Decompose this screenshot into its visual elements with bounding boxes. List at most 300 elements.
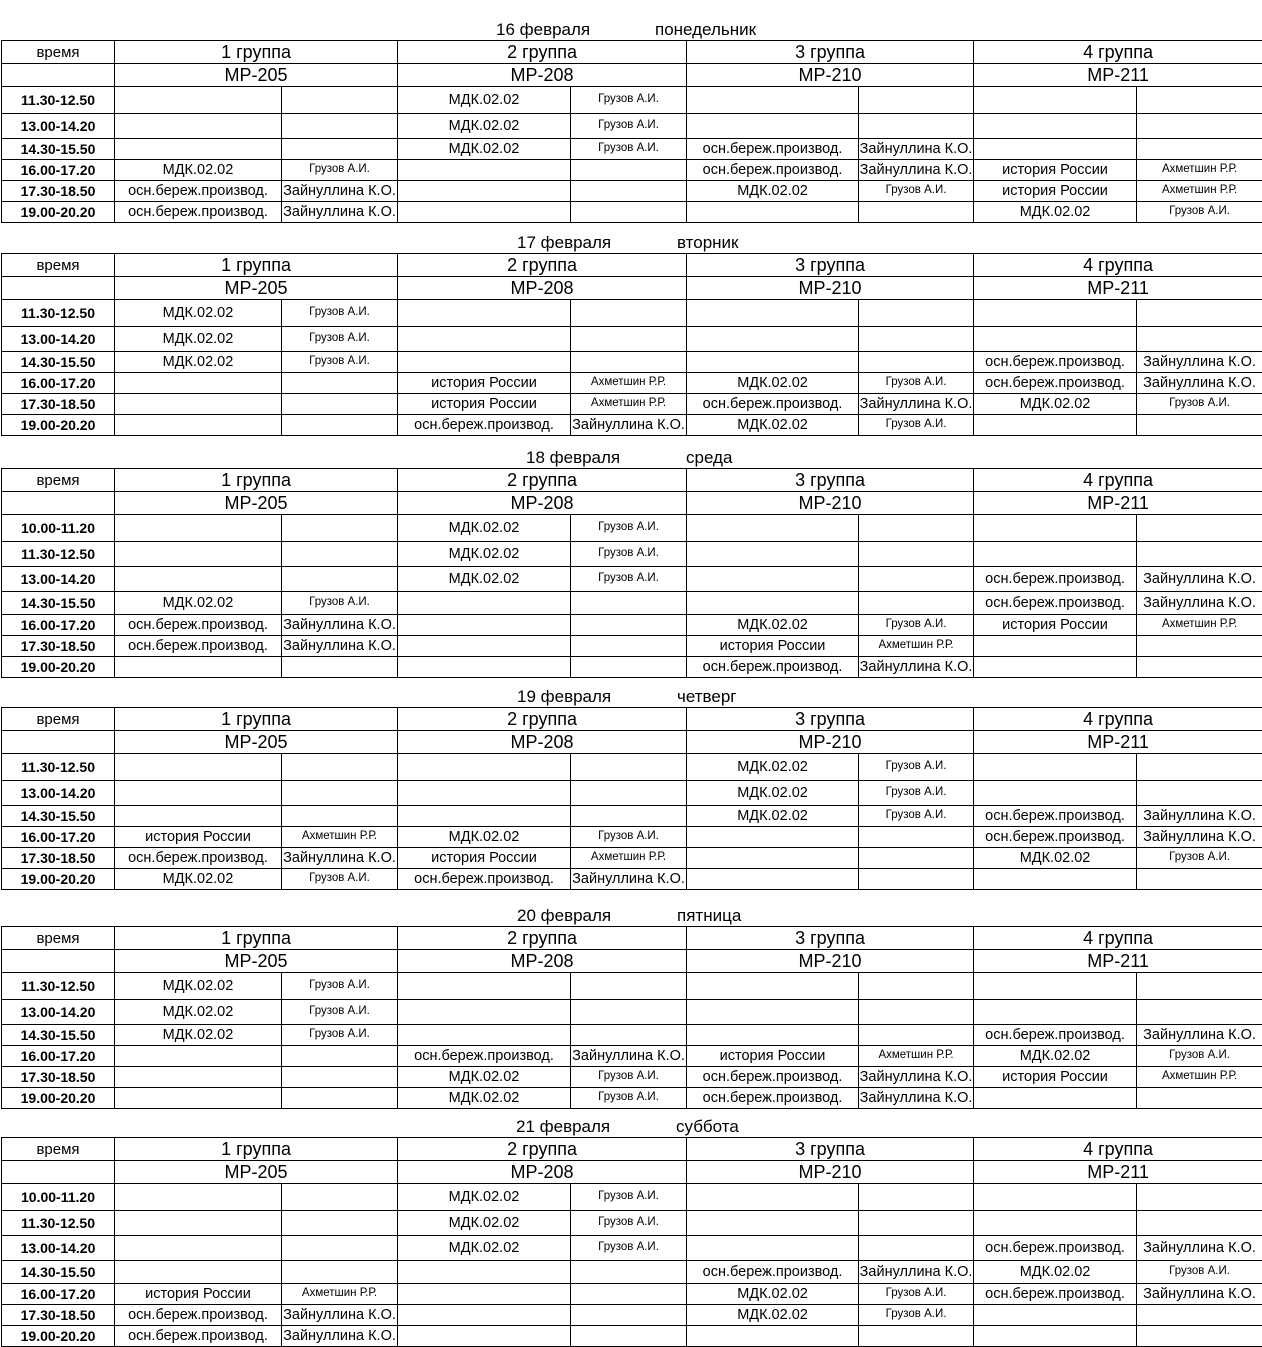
teacher-cell: Зайнуллина К.О. xyxy=(282,181,398,202)
teacher-cell: Зайнуллина К.О. xyxy=(1137,806,1262,827)
teacher-cell xyxy=(282,542,398,567)
teacher-cell xyxy=(282,567,398,592)
group-header: 2 группа xyxy=(398,1138,687,1161)
subject-cell xyxy=(974,869,1137,890)
teacher-cell xyxy=(859,567,974,592)
day-weekday: пятница xyxy=(677,906,741,926)
time-slot: 14.30-15.50 xyxy=(2,806,115,827)
schedule-table xyxy=(1,253,1262,436)
subject-cell xyxy=(115,781,282,806)
day-date: 19 февраля xyxy=(517,687,611,707)
time-column-header: время xyxy=(2,927,115,950)
group-header: 1 группа xyxy=(115,254,398,277)
subject-cell: МДК.02.02 xyxy=(974,848,1137,869)
time-slot: 17.30-18.50 xyxy=(2,1305,115,1326)
table-row xyxy=(2,636,1262,657)
subject-cell xyxy=(398,1025,571,1046)
time-slot: 14.30-15.50 xyxy=(2,352,115,373)
table-row xyxy=(2,373,1262,394)
subject-cell xyxy=(115,415,282,436)
subject-cell: осн.береж.производ. xyxy=(115,202,282,223)
group-header: 3 группа xyxy=(687,708,974,731)
room-header: МР-211 xyxy=(974,1161,1262,1184)
table-row xyxy=(2,1284,1262,1305)
teacher-cell: Грузов А.И. xyxy=(282,160,398,181)
day-weekday: суббота xyxy=(676,1117,739,1137)
room-header: МР-210 xyxy=(687,950,974,973)
day-weekday: понедельник xyxy=(655,20,756,40)
header-row-rooms xyxy=(2,950,1262,973)
teacher-cell: Ахметшин Р.Р. xyxy=(571,394,687,415)
teacher-cell: Зайнуллина К.О. xyxy=(1137,567,1262,592)
teacher-cell: Зайнуллина К.О. xyxy=(859,1088,974,1109)
teacher-cell: Зайнуллина К.О. xyxy=(282,1305,398,1326)
subject-cell: МДК.02.02 xyxy=(115,1000,282,1025)
table-row xyxy=(2,848,1262,869)
subject-cell: МДК.02.02 xyxy=(398,515,571,542)
subject-cell: осн.береж.производ. xyxy=(974,1025,1137,1046)
teacher-cell: Ахметшин Р.Р. xyxy=(282,827,398,848)
subject-cell xyxy=(687,542,859,567)
subject-cell xyxy=(687,869,859,890)
table-row xyxy=(2,300,1262,327)
subject-cell xyxy=(974,327,1137,352)
teacher-cell xyxy=(282,781,398,806)
room-header: МР-210 xyxy=(687,277,974,300)
subject-cell: МДК.02.02 xyxy=(398,114,571,139)
teacher-cell: Грузов А.И. xyxy=(571,87,687,114)
teacher-cell xyxy=(1137,973,1262,1000)
subject-cell: история России xyxy=(687,636,859,657)
table-row xyxy=(2,352,1262,373)
room-header: МР-208 xyxy=(398,277,687,300)
time-slot: 14.30-15.50 xyxy=(2,592,115,615)
schedule-table xyxy=(1,707,1262,890)
teacher-cell: Грузов А.И. xyxy=(282,300,398,327)
room-header: МР-208 xyxy=(398,1161,687,1184)
subject-cell xyxy=(974,754,1137,781)
subject-cell: осн.береж.производ. xyxy=(115,615,282,636)
subject-cell: МДК.02.02 xyxy=(398,1184,571,1211)
subject-cell xyxy=(398,160,571,181)
table-row xyxy=(2,827,1262,848)
teacher-cell: Зайнуллина К.О. xyxy=(859,160,974,181)
teacher-cell xyxy=(1137,515,1262,542)
group-header: 1 группа xyxy=(115,927,398,950)
subject-cell: МДК.02.02 xyxy=(398,87,571,114)
group-header: 3 группа xyxy=(687,254,974,277)
table-row xyxy=(2,1046,1262,1067)
teacher-cell: Зайнуллина К.О. xyxy=(1137,827,1262,848)
time-slot: 19.00-20.20 xyxy=(2,202,115,223)
time-slot: 19.00-20.20 xyxy=(2,415,115,436)
teacher-cell xyxy=(571,1000,687,1025)
subject-cell xyxy=(398,781,571,806)
teacher-cell: Зайнуллина К.О. xyxy=(859,394,974,415)
table-row xyxy=(2,515,1262,542)
teacher-cell: Грузов А.И. xyxy=(571,1184,687,1211)
subject-cell xyxy=(398,1261,571,1284)
teacher-cell xyxy=(282,1184,398,1211)
subject-cell: осн.береж.производ. xyxy=(398,1046,571,1067)
teacher-cell xyxy=(1137,542,1262,567)
group-header: 4 группа xyxy=(974,1138,1262,1161)
teacher-cell xyxy=(859,848,974,869)
time-column-header: время xyxy=(2,708,115,731)
subject-cell: история России xyxy=(398,373,571,394)
subject-cell xyxy=(974,87,1137,114)
teacher-cell xyxy=(571,615,687,636)
teacher-cell: Грузов А.И. xyxy=(1137,202,1262,223)
group-header: 2 группа xyxy=(398,708,687,731)
teacher-cell: Грузов А.И. xyxy=(859,181,974,202)
table-row xyxy=(2,1067,1262,1088)
teacher-cell xyxy=(1137,300,1262,327)
table-row xyxy=(2,542,1262,567)
subject-cell: осн.береж.производ. xyxy=(974,592,1137,615)
teacher-cell: Зайнуллина К.О. xyxy=(282,848,398,869)
subject-cell: МДК.02.02 xyxy=(687,415,859,436)
time-slot: 13.00-14.20 xyxy=(2,327,115,352)
subject-cell xyxy=(974,657,1137,678)
teacher-cell: Зайнуллина К.О. xyxy=(282,1326,398,1347)
teacher-cell xyxy=(282,139,398,160)
teacher-cell xyxy=(859,973,974,1000)
teacher-cell xyxy=(1137,657,1262,678)
table-row xyxy=(2,181,1262,202)
subject-cell xyxy=(115,114,282,139)
subject-cell xyxy=(115,139,282,160)
subject-cell xyxy=(687,567,859,592)
teacher-cell: Грузов А.И. xyxy=(282,327,398,352)
header-row-groups xyxy=(2,469,1262,492)
teacher-cell: Грузов А.И. xyxy=(571,567,687,592)
teacher-cell: Зайнуллина К.О. xyxy=(1137,352,1262,373)
subject-cell xyxy=(687,327,859,352)
subject-cell xyxy=(398,352,571,373)
header-row-rooms xyxy=(2,277,1262,300)
room-header: МР-205 xyxy=(115,950,398,973)
teacher-cell: Ахметшин Р.Р. xyxy=(571,848,687,869)
teacher-cell xyxy=(859,827,974,848)
subject-cell: осн.береж.производ. xyxy=(115,1326,282,1347)
room-header: МР-208 xyxy=(398,64,687,87)
day-title xyxy=(0,231,1262,253)
day-weekday: четверг xyxy=(677,687,736,707)
teacher-cell xyxy=(571,657,687,678)
subject-cell xyxy=(398,1305,571,1326)
subject-cell: МДК.02.02 xyxy=(115,300,282,327)
teacher-cell xyxy=(1137,754,1262,781)
teacher-cell xyxy=(282,1261,398,1284)
teacher-cell xyxy=(1137,636,1262,657)
time-slot: 16.00-17.20 xyxy=(2,160,115,181)
subject-cell xyxy=(687,848,859,869)
subject-cell: МДК.02.02 xyxy=(974,202,1137,223)
time-slot: 11.30-12.50 xyxy=(2,300,115,327)
teacher-cell: Грузов А.И. xyxy=(571,114,687,139)
header-row-groups xyxy=(2,1138,1262,1161)
room-header: МР-208 xyxy=(398,731,687,754)
subject-cell: осн.береж.производ. xyxy=(687,657,859,678)
teacher-cell xyxy=(859,202,974,223)
group-header: 2 группа xyxy=(398,254,687,277)
room-header: МР-205 xyxy=(115,492,398,515)
subject-cell: осн.береж.производ. xyxy=(115,636,282,657)
subject-cell: осн.береж.производ. xyxy=(687,1088,859,1109)
day-date: 21 февраля xyxy=(516,1117,610,1137)
subject-cell xyxy=(687,87,859,114)
subject-cell xyxy=(974,114,1137,139)
group-header: 4 группа xyxy=(974,708,1262,731)
table-row xyxy=(2,202,1262,223)
teacher-cell xyxy=(859,869,974,890)
teacher-cell xyxy=(1137,327,1262,352)
time-column-header: время xyxy=(2,1138,115,1161)
time-slot: 16.00-17.20 xyxy=(2,373,115,394)
table-row xyxy=(2,1211,1262,1236)
room-header: МР-205 xyxy=(115,277,398,300)
subject-cell xyxy=(974,542,1137,567)
teacher-cell: Грузов А.И. xyxy=(1137,394,1262,415)
subject-cell: история России xyxy=(398,848,571,869)
header-row-groups xyxy=(2,927,1262,950)
teacher-cell: Грузов А.И. xyxy=(859,754,974,781)
subject-cell: осн.береж.производ. xyxy=(974,806,1137,827)
header-row-rooms xyxy=(2,1161,1262,1184)
table-row xyxy=(2,1261,1262,1284)
teacher-cell: Ахметшин Р.Р. xyxy=(571,373,687,394)
table-row xyxy=(2,114,1262,139)
teacher-cell: Зайнуллина К.О. xyxy=(859,139,974,160)
teacher-cell xyxy=(1137,139,1262,160)
subject-cell: МДК.02.02 xyxy=(398,139,571,160)
teacher-cell xyxy=(1137,781,1262,806)
teacher-cell xyxy=(282,657,398,678)
table-row xyxy=(2,1184,1262,1211)
room-header: МР-205 xyxy=(115,1161,398,1184)
teacher-cell: Зайнуллина К.О. xyxy=(1137,1236,1262,1261)
subject-cell: осн.береж.производ. xyxy=(687,139,859,160)
teacher-cell: Зайнуллина К.О. xyxy=(859,1067,974,1088)
teacher-cell xyxy=(571,973,687,1000)
group-header: 2 группа xyxy=(398,927,687,950)
table-row xyxy=(2,1000,1262,1025)
subject-cell xyxy=(398,202,571,223)
teacher-cell: Грузов А.И. xyxy=(571,1088,687,1109)
teacher-cell xyxy=(571,806,687,827)
day-title xyxy=(0,18,1262,40)
subject-cell: МДК.02.02 xyxy=(398,1236,571,1261)
teacher-cell xyxy=(282,373,398,394)
room-header: МР-205 xyxy=(115,731,398,754)
teacher-cell xyxy=(571,202,687,223)
subject-cell: осн.береж.производ. xyxy=(974,373,1137,394)
teacher-cell: Грузов А.И. xyxy=(571,139,687,160)
subject-cell xyxy=(115,1088,282,1109)
subject-cell: МДК.02.02 xyxy=(115,1025,282,1046)
teacher-cell xyxy=(1137,1211,1262,1236)
teacher-cell: Зайнуллина К.О. xyxy=(859,657,974,678)
teacher-cell xyxy=(571,327,687,352)
teacher-cell: Зайнуллина К.О. xyxy=(282,202,398,223)
teacher-cell: Грузов А.И. xyxy=(859,615,974,636)
teacher-cell: Грузов А.И. xyxy=(282,869,398,890)
subject-cell xyxy=(687,1025,859,1046)
day-title xyxy=(0,446,1262,468)
subject-cell: МДК.02.02 xyxy=(115,160,282,181)
subject-cell: МДК.02.02 xyxy=(398,1088,571,1109)
teacher-cell: Грузов А.И. xyxy=(571,515,687,542)
subject-cell xyxy=(115,1184,282,1211)
day-title xyxy=(0,904,1262,926)
subject-cell xyxy=(115,567,282,592)
subject-cell xyxy=(115,806,282,827)
room-header: МР-211 xyxy=(974,492,1262,515)
subject-cell: история России xyxy=(974,615,1137,636)
teacher-cell: Грузов А.И. xyxy=(571,542,687,567)
subject-cell xyxy=(974,1000,1137,1025)
subject-cell xyxy=(398,973,571,1000)
empty-header-cell xyxy=(2,1161,115,1184)
subject-cell: история России xyxy=(115,1284,282,1305)
teacher-cell xyxy=(571,160,687,181)
room-header: МР-208 xyxy=(398,492,687,515)
subject-cell: осн.береж.производ. xyxy=(687,394,859,415)
subject-cell: МДК.02.02 xyxy=(398,542,571,567)
subject-cell: осн.береж.производ. xyxy=(974,827,1137,848)
teacher-cell xyxy=(859,1025,974,1046)
subject-cell xyxy=(398,1000,571,1025)
time-column-header: время xyxy=(2,41,115,64)
subject-cell xyxy=(974,1305,1137,1326)
subject-cell: МДК.02.02 xyxy=(687,781,859,806)
schedule-table xyxy=(1,468,1262,678)
day-date: 20 февраля xyxy=(517,906,611,926)
subject-cell: МДК.02.02 xyxy=(687,181,859,202)
table-row xyxy=(2,754,1262,781)
teacher-cell xyxy=(859,87,974,114)
teacher-cell: Ахметшин Р.Р. xyxy=(1137,181,1262,202)
subject-cell xyxy=(398,327,571,352)
subject-cell xyxy=(687,1000,859,1025)
table-row xyxy=(2,781,1262,806)
subject-cell xyxy=(687,1211,859,1236)
group-header: 2 группа xyxy=(398,469,687,492)
group-header: 4 группа xyxy=(974,469,1262,492)
teacher-cell xyxy=(859,542,974,567)
subject-cell: МДК.02.02 xyxy=(398,1211,571,1236)
table-row xyxy=(2,394,1262,415)
teacher-cell xyxy=(571,352,687,373)
group-header: 1 группа xyxy=(115,708,398,731)
time-slot: 13.00-14.20 xyxy=(2,1236,115,1261)
empty-header-cell xyxy=(2,492,115,515)
teacher-cell xyxy=(1137,114,1262,139)
table-row xyxy=(2,1326,1262,1347)
teacher-cell xyxy=(282,394,398,415)
time-slot: 11.30-12.50 xyxy=(2,1211,115,1236)
teacher-cell xyxy=(571,300,687,327)
subject-cell: осн.береж.производ. xyxy=(687,160,859,181)
teacher-cell: Зайнуллина К.О. xyxy=(571,869,687,890)
teacher-cell xyxy=(859,515,974,542)
time-slot: 14.30-15.50 xyxy=(2,1261,115,1284)
subject-cell xyxy=(398,615,571,636)
room-header: МР-211 xyxy=(974,64,1262,87)
time-slot: 16.00-17.20 xyxy=(2,1046,115,1067)
teacher-cell: Зайнуллина К.О. xyxy=(282,615,398,636)
table-row xyxy=(2,1305,1262,1326)
schedule-table xyxy=(1,40,1262,223)
teacher-cell xyxy=(1137,1326,1262,1347)
empty-header-cell xyxy=(2,64,115,87)
teacher-cell: Грузов А.И. xyxy=(1137,848,1262,869)
room-header: МР-210 xyxy=(687,64,974,87)
subject-cell: осн.береж.производ. xyxy=(687,1067,859,1088)
empty-header-cell xyxy=(2,950,115,973)
room-header: МР-210 xyxy=(687,492,974,515)
empty-header-cell xyxy=(2,277,115,300)
subject-cell: МДК.02.02 xyxy=(687,754,859,781)
group-header: 3 группа xyxy=(687,469,974,492)
day-date: 16 февраля xyxy=(496,20,590,40)
subject-cell xyxy=(115,1236,282,1261)
teacher-cell xyxy=(1137,869,1262,890)
teacher-cell xyxy=(571,781,687,806)
header-row-rooms xyxy=(2,731,1262,754)
teacher-cell: Грузов А.И. xyxy=(282,973,398,1000)
subject-cell xyxy=(974,415,1137,436)
subject-cell xyxy=(687,1236,859,1261)
teacher-cell xyxy=(282,515,398,542)
subject-cell: МДК.02.02 xyxy=(687,806,859,827)
table-row xyxy=(2,1025,1262,1046)
teacher-cell: Ахметшин Р.Р. xyxy=(1137,1067,1262,1088)
teacher-cell: Грузов А.И. xyxy=(571,1211,687,1236)
subject-cell: МДК.02.02 xyxy=(398,1067,571,1088)
subject-cell: осн.береж.производ. xyxy=(398,869,571,890)
group-header: 1 группа xyxy=(115,469,398,492)
subject-cell: осн.береж.производ. xyxy=(974,1236,1137,1261)
subject-cell xyxy=(115,1211,282,1236)
subject-cell xyxy=(398,181,571,202)
teacher-cell: Грузов А.И. xyxy=(571,1067,687,1088)
table-row xyxy=(2,415,1262,436)
subject-cell: история России xyxy=(398,394,571,415)
subject-cell xyxy=(974,1326,1137,1347)
subject-cell: МДК.02.02 xyxy=(115,327,282,352)
subject-cell xyxy=(974,973,1137,1000)
time-slot: 17.30-18.50 xyxy=(2,848,115,869)
teacher-cell: Грузов А.И. xyxy=(859,415,974,436)
room-header: МР-210 xyxy=(687,1161,974,1184)
subject-cell: МДК.02.02 xyxy=(687,1305,859,1326)
subject-cell: история России xyxy=(115,827,282,848)
teacher-cell xyxy=(859,592,974,615)
day-weekday: вторник xyxy=(677,233,738,253)
table-row xyxy=(2,1088,1262,1109)
subject-cell xyxy=(687,1184,859,1211)
time-slot: 17.30-18.50 xyxy=(2,394,115,415)
teacher-cell xyxy=(859,1326,974,1347)
teacher-cell: Грузов А.И. xyxy=(282,352,398,373)
subject-cell xyxy=(115,87,282,114)
group-header: 3 группа xyxy=(687,927,974,950)
subject-cell xyxy=(974,1088,1137,1109)
subject-cell xyxy=(687,515,859,542)
teacher-cell xyxy=(571,1025,687,1046)
